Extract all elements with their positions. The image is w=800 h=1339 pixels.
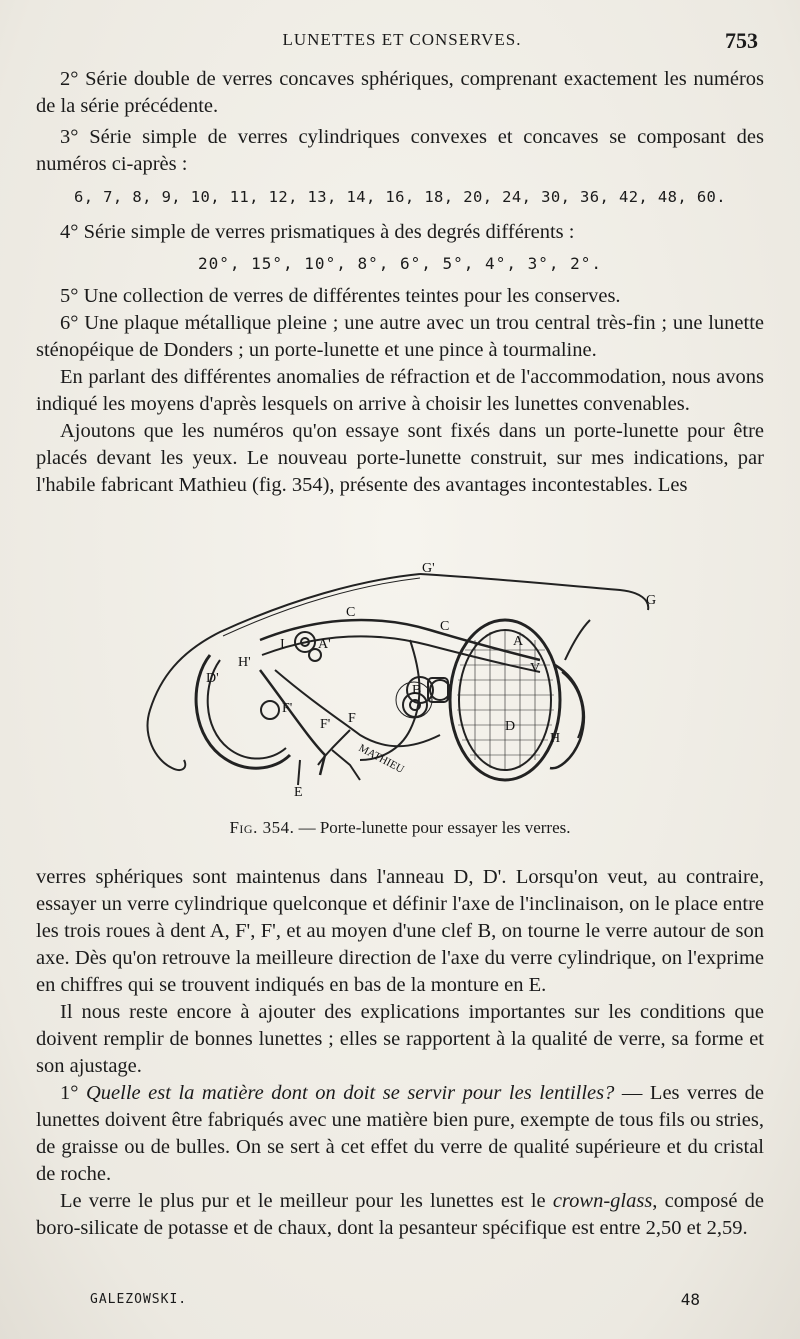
label-maker-mathieu: MATHIEU	[356, 742, 406, 776]
right-temple-arm	[420, 574, 648, 610]
crown-glass-text: , composé de boro-silicate de potasse et de chaux, dont la pesanteur spécifique est entre 2,50 et 2,59.	[36, 1190, 764, 1239]
label-v: V	[530, 661, 541, 676]
page-header	[40, 30, 764, 54]
label-c: C	[346, 605, 356, 620]
label-d-prime: D'	[206, 671, 219, 686]
paragraph-item-2: 2° Série double de verres concaves sphériques, comprenant exactement les numéros de la série précédente.	[36, 68, 764, 117]
label-h: H	[550, 731, 561, 746]
label-f-prime-left: F'	[282, 701, 293, 716]
left-temple-arm	[148, 574, 420, 770]
signature-mark: GALEZOWSKI.	[90, 1292, 188, 1307]
crown-glass-term: crown-glass	[552, 1190, 653, 1212]
running-head: LUNETTES ET CONSERVES.	[282, 30, 522, 49]
text-block-bottom	[36, 864, 764, 1242]
paragraph-item-5: 5° Une collection de verres de différentes teintes pour les conserves.	[60, 285, 621, 307]
matiere-number: 1°	[60, 1082, 79, 1104]
figure-caption	[0, 818, 800, 838]
label-i: I	[280, 637, 285, 652]
caption-label: Fig. 354.	[229, 818, 295, 837]
label-f-prime-mid: F'	[320, 717, 331, 732]
paragraph-item-4: 4° Série simple de verres prismatiques à des degrés différents :	[60, 221, 575, 243]
paragraph-item-3: 3° Série simple de verres cylindriques convexes et concaves se composant des numéros ci-après :	[36, 126, 764, 175]
label-f: F	[348, 711, 356, 726]
matiere-question: Quelle est la matière dont on doit se servir pour les lentilles?	[85, 1082, 615, 1104]
label-a-prime: A'	[318, 637, 331, 652]
label-g-prime: G'	[422, 561, 435, 576]
label-g: G	[646, 593, 657, 608]
page-number: 753	[725, 28, 758, 53]
prism-degrees: 20°, 15°, 10°, 8°, 6°, 5°, 4°, 3°, 2°.	[197, 254, 603, 273]
figure-trial-frame	[110, 560, 700, 810]
paragraph-crown-glass	[36, 1188, 764, 1242]
paragraph-matiere	[36, 1080, 764, 1188]
paragraph-conditions: Il nous reste encore à ajouter des explications importantes sur les conditions que doivent remplir de bonnes lunettes ; elles se rapportent à la qualité de verre, sa forme et son ajustage.	[36, 1001, 764, 1077]
paragraph-anomalies: En parlant des différentes anomalies de réfraction et de l'accommodation, nous avons indiqué les moyens d'après lesquels on arrive à choisir les lunettes convenables.	[36, 366, 764, 415]
label-e: E	[294, 785, 303, 800]
paragraph-mathieu: Ajoutons que les numéros qu'on essaye sont fixés dans un porte-lunette pour être placés devant les yeux. Le nouveau porte-lunette construit, sur mes indications, par l'habile fabricant Mathieu (fig. 354), présente des avantages incontestables. Les	[36, 420, 764, 496]
text-block-top	[36, 66, 764, 499]
label-h-prime: H'	[238, 655, 251, 670]
page-footer	[90, 1292, 700, 1316]
paragraph-spherical-verres: verres sphériques sont maintenus dans l'anneau D, D'. Lorsqu'on veut, au contraire, essayer un verre cylindrique quelconque et définir l'axe de l'inclinaison, on le place entre les trois roues à dent A, F', F', et au moyen d'une clef B, on tourne le verre autour de son axe. Dès qu'on retrouve la meilleure direction de l'axe du verre cylindrique, on l'exprime en chiffres qui se trouvent indiqués en bas de la monture en E.	[36, 866, 765, 996]
cylindrical-numbers: 6, 7, 8, 9, 10, 11, 12, 13, 14, 16, 18, 20, 24, 30, 36, 42, 48, 60.	[73, 188, 727, 206]
caption-text: — Porte-lunette pour essayer les verres.	[298, 818, 571, 837]
label-a: A	[513, 634, 524, 649]
matiere-text: — Les verres de lunettes doivent être fabriqués avec une matière bien pure, exempte de tous fils ou stries, de graisse ou de bulles. On se sert à cet effet du verre de qualité supérieure et du cristal de roche.	[36, 1082, 765, 1185]
label-d: D	[505, 719, 516, 734]
paragraph-item-6: 6° Une plaque métallique pleine ; une autre avec un trou central très-fin ; une lunette sténopéique de Donders ; un porte-lunette et une pince à tourmaline.	[36, 312, 764, 361]
sheet-number: 48	[680, 1290, 700, 1309]
label-c2: C	[440, 619, 450, 634]
label-b: B	[412, 683, 422, 698]
crown-glass-intro: Le verre le plus pur et le meilleur pour les lunettes est le	[60, 1190, 546, 1212]
